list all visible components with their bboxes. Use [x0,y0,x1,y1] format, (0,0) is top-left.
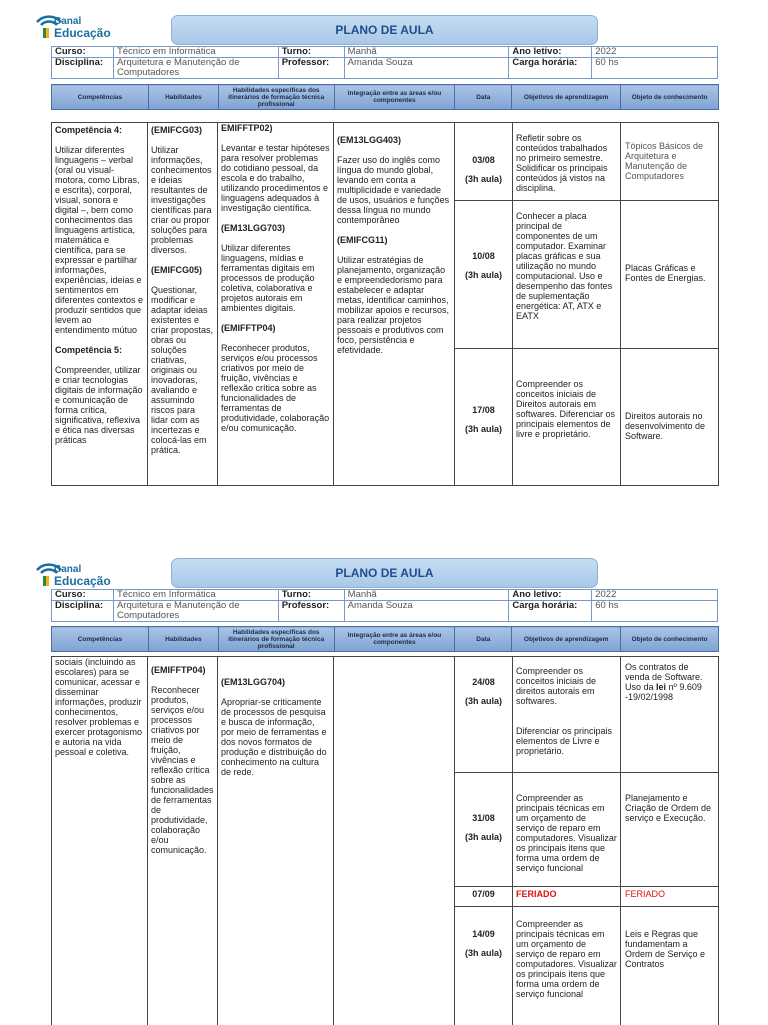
ano-value: 2022 [592,590,718,601]
date-cell [455,813,512,842]
lesson-plan-page-1 [0,0,768,512]
table-row [455,123,719,201]
date-cell [455,677,512,706]
row-date: 07/09 [472,889,495,899]
professor-value: Amanda Souza [344,601,509,622]
header-data: Data [455,85,512,110]
schedule-area [455,657,719,1025]
row-objeto: Tópicos Básicos de Arquitetura e Manutenção de Computadores [625,141,704,181]
integracao-text: Fazer uso do inglês como língua do mundo global, levando em conta a multiplicidade e variedade de usos, usuários e funções dessa língua no mundo contemporâneo [337,155,450,225]
logo-line-1: Canal [54,16,82,27]
row-date: 31/08 [472,813,495,823]
row-objeto: Placas Gráficas e Fontes de Energias. [625,263,706,283]
header-competencias: Competências [52,627,149,652]
professor-label: Professor: [278,58,344,79]
especifica-code: (EM13LGG704) [221,677,286,687]
disciplina-label: Disciplina: [52,601,114,622]
header-especificas: Habilidades específicas dos itinerários de formação técnica profissional [218,627,334,652]
competencia-5-text: Compreender, utilizar e criar tecnologias digitais de informação e comunicação de forma crítica, significativa, reflexiva e ética nas diversas práticas [55,365,143,445]
header-competencias: Competências [52,85,149,110]
especifica-code: EMIFFTP02) [221,123,273,133]
info-table [51,589,718,622]
objeto-text: Os contratos de venda de Software. Uso da [625,662,703,692]
row-date: 17/08 [472,405,495,415]
especifica-text: Utilizar diferentes linguagens, mídias e ferramentas digitais em processos de produção coletiva, colaborativa e projetos autorais em ambientes digitais. [221,243,315,313]
row-date: 10/08 [472,251,495,261]
logo-line-2: Educação [54,26,111,40]
ano-label: Ano letivo: [509,47,592,58]
habilidades-column [148,657,218,1025]
info-table [51,46,718,79]
table-row [455,773,719,887]
integracao-column [334,657,455,1025]
competencia-4-title: Competência 4: [55,125,123,135]
table-row [455,907,719,1025]
disciplina-value: Arquitetura e Manutenção de Computadores [113,58,278,79]
professor-value: Amanda Souza [344,58,509,79]
content-table [51,122,719,486]
competencia-4-text: Utilizar diferentes linguagens – verbal (oral ou visual-motora, como Libras, e escrita), corporal, visual, sonora e digital –, bem como conhecimentos das linguagens artística, matemática e científica, para se expressar e partilhar informações, experiências, ideias e sentimentos em diferentes contextos e produzir sentidos que levem ao entendimento mútuo [55,145,144,335]
column-header-row [51,626,719,652]
carga-value: 60 hs [592,601,718,622]
habilidade-code: (EMIFCG03) [151,125,203,135]
date-cell [455,929,512,958]
row-objeto: Direitos autorais no desenvolvimento de Software. [625,411,706,441]
table-row [455,349,719,485]
turno-value: Manhã [344,47,509,58]
curso-value: Técnico em Informática [113,590,278,601]
row-duration: (3h aula) [464,174,502,184]
content-table [51,656,719,1025]
schedule-area [455,123,719,485]
row-objetivos: Refletir sobre os conteúdos trabalhados no primeiro semestre. Solidificar os principais conteúdos já vistos na disciplina. [512,123,621,200]
habilidade-text: Reconhecer produtos, serviços e/ou processos criativos por meio de fruição, vivências e reflexão crítica sobre as funcionalidades de ferramentas de produtividade, colaboração e/ou comunicação. [151,685,214,855]
row-duration: (3h aula) [464,696,502,706]
date-cell [455,251,512,280]
table-row [455,657,719,773]
row-duration: (3h aula) [464,832,502,842]
objetivo-text: Compreender os conceitos iniciais de direitos autorais em softwares. [516,666,597,706]
competencia-continued-text: sociais (incluindo as escolares) para se comunicar, acessar e disseminar informações, produzir conhecimentos, resolver problemas e exercer protagonismo e autoria na vida pessoal e coletiva. [55,657,143,757]
curso-value: Técnico em Informática [113,47,278,58]
column-header-row [51,84,719,110]
header-objetivos: Objetivos de aprendizagem [512,627,621,652]
header-data: Data [455,627,512,652]
header-objeto: Objeto de conhecimento [621,85,719,110]
row-objetivos [512,657,621,772]
header-habilidades: Habilidades [148,627,218,652]
header-objeto: Objeto de conhecimento [621,627,719,652]
integracao-text: Utilizar estratégias de planejamento, organização e empreendedorismo para estabelecer e adaptar metas, identificar caminhos, mobilizar apoios e recursos, para realizar projetos pessoais e produtivos com foco, persistência e efetividade. [337,255,450,355]
header-integracao: Integração entre as áreas e/ou componentes [334,85,455,110]
competencias-column [51,657,148,1025]
row-date: 24/08 [472,677,495,687]
especificas-column [218,123,334,485]
page-title: PLANO DE AULA [171,558,598,588]
objetivo-text: Diferenciar os principais elementos de Livre e proprietário. [516,726,613,756]
row-duration: (3h aula) [464,270,502,280]
especificas-column [218,657,334,1025]
integracao-code: (EMIFCG11) [337,235,388,245]
table-row [455,887,719,907]
ano-label: Ano letivo: [509,590,592,601]
row-objeto: Leis e Regras que fundamentam a Ordem de Serviço e Contratos [625,929,706,969]
especifica-text: Levantar e testar hipóteses para resolver problemas do cotidiano pessoal, da escola e do trabalho, utilizando procedimentos e linguagens adequados à investigação científica. [221,143,330,213]
turno-label: Turno: [278,590,344,601]
row-objetivos: Compreender as principais técnicas em um orçamento de serviço de reparo em computadores. Visualizar os principais itens que forma uma ordem de serviço funcional [512,907,621,1025]
row-objetivos: Compreender as principais técnicas em um orçamento de serviço de reparo em computadores. Visualizar os principais itens que forma uma ordem de serviço funcional [512,773,621,886]
header-integracao: Integração entre as áreas e/ou componentes [334,627,455,652]
row-duration: (3h aula) [464,424,502,434]
canal-educacao-logo [34,10,114,46]
objeto-text: nº 9.609 -19/02/1998 [625,682,702,702]
row-date: 14/09 [472,929,495,939]
logo-line-1: Canal [54,564,82,575]
especifica-code: (EMIFFTP04) [221,323,276,333]
carga-label: Carga horária: [509,58,592,79]
objeto-lei: lei [656,682,667,692]
ano-value: 2022 [592,47,718,58]
carga-value: 60 hs [592,58,718,79]
row-duration: (3h aula) [464,948,502,958]
row-objeto: FERIADO [625,889,666,899]
professor-label: Professor: [278,601,344,622]
logo-line-2: Educação [54,574,111,588]
header-objetivos: Objetivos de aprendizagem [512,85,621,110]
disciplina-value: Arquitetura e Manutenção de Computadores [113,601,278,622]
date-cell [455,155,512,184]
competencias-column [51,123,148,485]
turno-value: Manhã [344,590,509,601]
integracao-code: (EM13LGG403) [337,135,402,145]
curso-label: Curso: [52,47,114,58]
disciplina-label: Disciplina: [52,58,114,79]
table-row [455,201,719,349]
habilidade-code: (EMIFCG05) [151,265,203,275]
row-feriado: FERIADO [512,887,621,906]
competencia-5-title: Competência 5: [55,345,123,355]
habilidade-code: (EMIFFTP04) [151,665,206,675]
row-objeto [621,662,719,702]
lesson-plan-page-2 [0,548,768,1024]
page-title: PLANO DE AULA [171,15,598,45]
especifica-code: (EM13LGG703) [221,223,286,233]
row-objetivos: Conhecer a placa principal de componentes de um computador. Examinar placas gráficas e sua utilização no mundo computacional. Uso e desempenho das fontes de suplementação energética: AT, ATX e EATX [512,201,621,348]
row-objeto: Planejamento e Criação de Ordem de serviço e Execução. [625,793,712,823]
row-date: 03/08 [472,155,495,165]
row-objetivos: Compreender os conceitos iniciais de Direitos autorais em softwares. Diferenciar os principais elementos de livre e proprietário. [512,349,621,485]
especifica-text: Apropriar-se criticamente de processos de pesquisa e busca de informação, por meio de ferramentas e dos novos formatos de produção e distribuição do conhecimento na cultura de rede. [221,697,327,777]
header-especificas: Habilidades específicas dos itinerários de formação técnica profissional [218,85,334,110]
especifica-text: Reconhecer produtos, serviços e/ou processos criativos por meio de fruição, vivências e reflexão crítica sobre as funcionalidades de ferramentas de produtividade, colaboração e/ou comunicação. [221,343,330,433]
habilidade-text: Utilizar informações, conhecimentos e ideias resultantes de investigações científicas para criar ou propor soluções para problemas diversos. [151,145,212,255]
habilidades-column [148,123,218,485]
carga-label: Carga horária: [509,601,592,622]
date-cell [455,405,512,434]
header-habilidades: Habilidades [148,85,218,110]
habilidade-text: Questionar, modificar e adaptar ideias existentes e criar propostas, obras ou soluções criativas, originais ou inovadoras, avaliando e assumindo riscos para lidar com as incertezas e colocá-las em prática. [151,285,214,455]
turno-label: Turno: [278,47,344,58]
integracao-column [334,123,455,485]
curso-label: Curso: [52,590,114,601]
